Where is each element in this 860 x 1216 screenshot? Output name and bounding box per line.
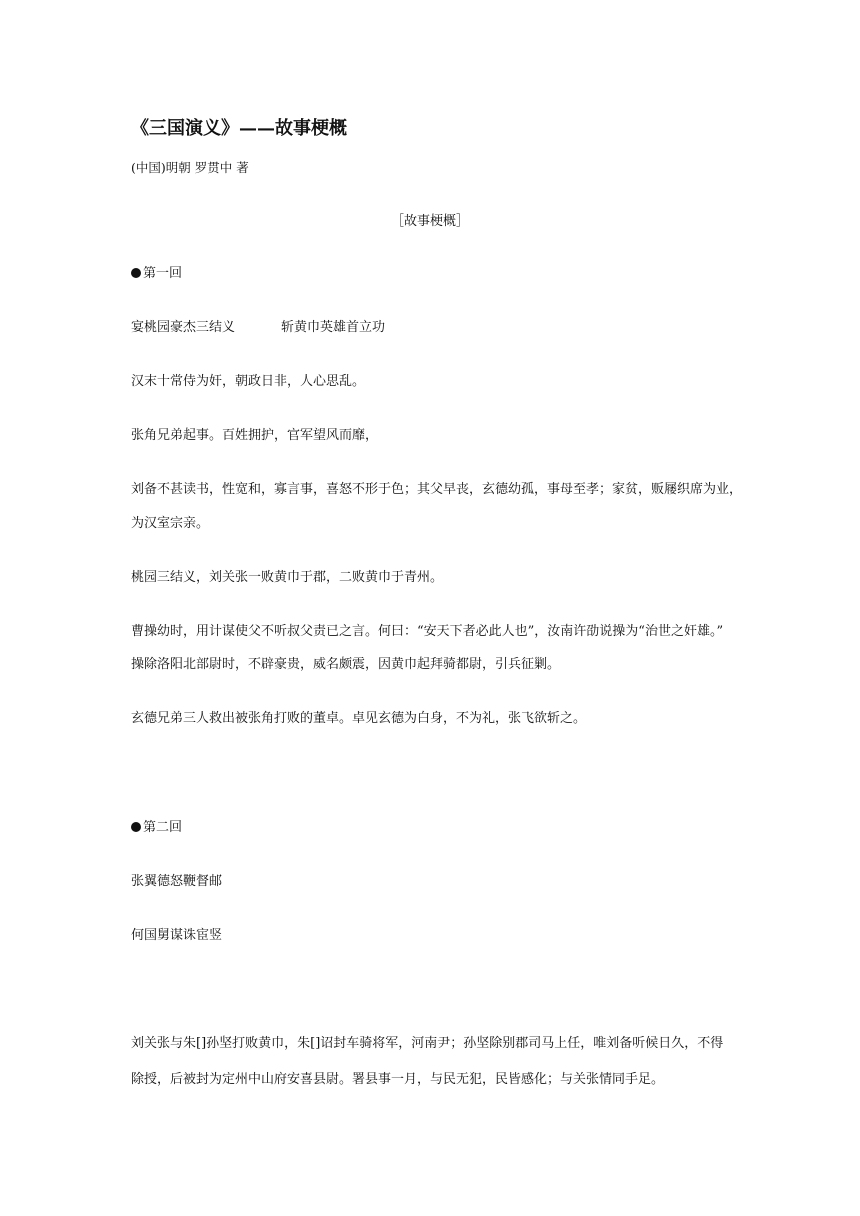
paragraph-line: 曹操幼时，用计谋使父不听叔父责已之言。何曰：“安天下者必此人也”，汝南许劭说操为“治世之奸雄。” (131, 624, 724, 639)
chapter-subtitle (131, 320, 385, 336)
paragraph-line: 除授，后被封为定州中山府安喜县尉。署县事一月，与民无犯，民皆感化；与关张情同手足。 (131, 1072, 665, 1087)
document-title: 《三国演义》——故事梗概 (131, 118, 347, 139)
chapter-subtitle-b: 何国舅谋诛宦竖 (131, 928, 223, 943)
paragraph-line: 刘备不甚读书，性宽和，寡言事，喜怒不形于色；其父早丧，玄德幼孤，事母至孝；家贫，贩屦织席为业， (131, 482, 743, 497)
author-line: (中国)明朝 罗贯中 著 (131, 160, 249, 175)
chapter-heading-text: 第二回 (143, 820, 183, 835)
chapter-subtitle-a: 宴桃园豪杰三结义 (131, 320, 236, 335)
bullet-icon (131, 268, 141, 278)
paragraph-line: 刘关张与朱[]孙坚打败黄巾，朱[]诏封车骑将军，河南尹；孙坚除别郡司马上任，唯刘备听候日久，不得 (131, 1036, 724, 1051)
paragraph: 玄德兄弟三人救出被张角打败的董卓。卓见玄德为白身，不为礼，张飞欲斩之。 (131, 711, 587, 726)
chapter-heading (131, 820, 182, 836)
chapter-subtitle-b: 斩黄巾英雄首立功 (281, 320, 386, 335)
paragraph-line: 操除洛阳北部尉时，不辟豪贵，威名颇震，因黄巾起拜骑都尉，引兵征剿。 (131, 657, 561, 672)
chapter-subtitle-a: 张翼德怒鞭督邮 (131, 874, 223, 889)
bullet-icon (131, 822, 141, 832)
paragraph: 桃园三结义，刘关张一败黄巾于郡，二败黄巾于青州。 (131, 570, 444, 585)
paragraph: 汉末十常侍为奸，朝政日非，人心思乱。 (131, 374, 366, 389)
paragraph-line: 为汉室宗亲。 (131, 516, 210, 531)
section-heading: ［故事梗概］ (390, 214, 469, 229)
chapter-heading (131, 266, 182, 282)
paragraph: 张角兄弟起事。百姓拥护，官军望风而靡， (131, 428, 379, 443)
chapter-heading-text: 第一回 (143, 266, 183, 281)
